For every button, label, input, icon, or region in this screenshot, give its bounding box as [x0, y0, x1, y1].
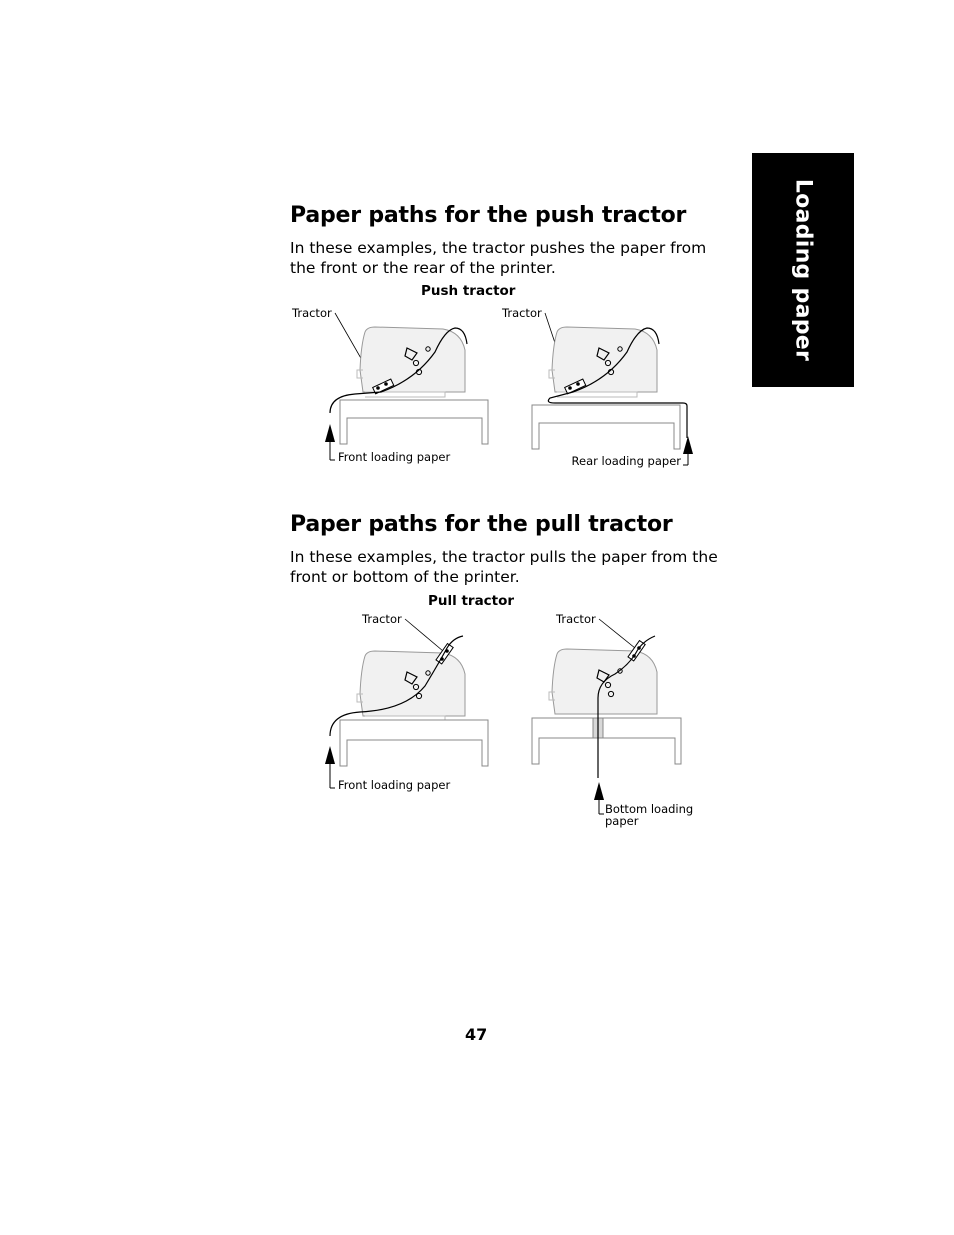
push-rear-diagram — [495, 300, 715, 475]
push-caption: Push tractor — [421, 283, 516, 299]
pull-bottom-paper-label-1: Bottom loading — [605, 802, 694, 816]
push-rear-paper-label: Rear loading paper — [571, 454, 681, 468]
section-tab-label: Loading paper — [790, 178, 816, 362]
push-front-paper-label: Front loading paper — [338, 450, 451, 464]
pull-front-paper-label: Front loading paper — [338, 778, 451, 792]
pull-front-tractor-label: Tractor — [362, 612, 402, 626]
push-heading: Paper paths for the push tractor — [290, 203, 687, 228]
page-number: 47 — [465, 1025, 488, 1044]
pull-bottom-diagram — [495, 606, 715, 831]
pull-caption: Pull tractor — [428, 593, 515, 609]
pull-body: In these examples, the tractor pulls the paper from the front or bottom of the printer. — [290, 548, 718, 586]
push-front-tractor-label: Tractor — [292, 306, 332, 320]
pull-heading: Paper paths for the pull tractor — [290, 512, 673, 537]
pull-bottom-tractor-label: Tractor — [556, 612, 596, 626]
push-front-diagram — [285, 300, 505, 475]
push-rear-tractor-label: Tractor — [502, 306, 542, 320]
pull-bottom-paper-label-2: paper — [605, 814, 639, 828]
push-body: In these examples, the tractor pushes the paper from the front or the rear of the printer. — [290, 239, 707, 277]
pull-front-diagram — [285, 606, 505, 801]
section-tab — [752, 153, 854, 387]
